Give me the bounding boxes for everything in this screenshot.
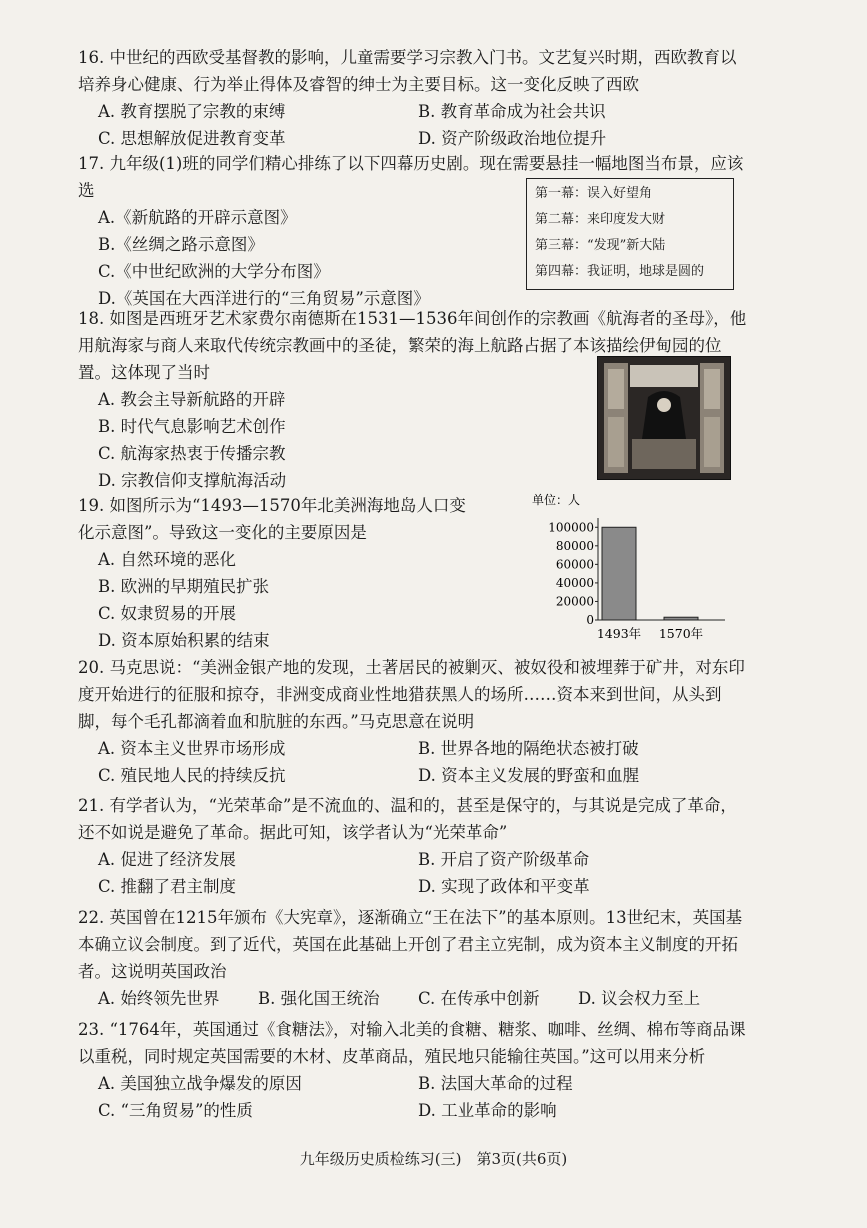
question-21 [78, 792, 748, 900]
option-d[interactable]: D. 工业革命的影响 [418, 1101, 557, 1120]
options [78, 985, 748, 1012]
option-b[interactable]: B. 法国大革命的过程 [418, 1074, 573, 1093]
x-tick-label: 1493年 [596, 626, 642, 641]
play-scenes-box [526, 178, 734, 290]
question-stem: 20. 马克思说：“美洲金银产地的发现，土著居民的被剿灭、被奴役和被埋葬于矿井，对东印度开始进行的征服和掠夺，非洲变成商业性地猎获黑人的场所……资本来到世间，从头到脚，每个毛孔都滴着血和肮脏的东西。”马克思意在说明 [78, 658, 745, 731]
question-stem: 18. 如图是西班牙艺术家费尔南德斯在1531—1536年间创作的宗教画《航海者的圣母》，他用航海家与商人来取代传统宗教画中的圣徒，繁荣的海上航路占据了本该描绘伊甸园的位置。这体现了当时 [78, 309, 747, 382]
option-a[interactable]: A. 教会主导新航路的开辟 [98, 390, 286, 409]
y-tick-label: 40000 [555, 575, 594, 590]
option-d[interactable]: D. 实现了政体和平变革 [418, 877, 590, 896]
option-c[interactable]: C. 思想解放促进教育变革 [98, 129, 286, 148]
question-16 [78, 44, 748, 152]
painting-illustration [598, 357, 730, 479]
option-d[interactable]: D. 宗教信仰支撑航海活动 [98, 471, 287, 490]
question-23 [78, 1016, 748, 1124]
page-footer: 九年级历史质检练习(三) 第3页(共6页) [299, 1150, 568, 1168]
question-stem: 23. “1764年，英国通过《食糖法》，对输入北美的食糖、糖浆、咖啡、丝绸、棉布等商品课以重税，同时规定英国需要的木材、皮革商品，殖民地只能输往英国。”这可以用来分析 [78, 1020, 746, 1066]
options [78, 846, 748, 900]
options [78, 735, 748, 789]
option-b[interactable]: B. 世界各地的隔绝状态被打破 [418, 739, 639, 758]
option-a[interactable]: A. 促进了经济发展 [98, 850, 236, 869]
option-c[interactable]: C. 奴隶贸易的开展 [98, 604, 237, 623]
question-stem: 21. 有学者认为，“光荣革命”是不流血的、温和的，甚至是保守的，与其说是完成了革命，还不如说是避免了革命。据此可知，该学者认为“光荣革命” [78, 796, 737, 842]
question-22 [78, 904, 748, 1012]
option-c[interactable]: C. 航海家热衷于传播宗教 [98, 444, 286, 463]
y-tick-label: 100000 [548, 520, 594, 535]
option-b[interactable]: B. 教育革命成为社会共识 [418, 102, 606, 121]
option-c[interactable]: C. 殖民地人民的持续反抗 [98, 766, 286, 785]
x-tick-label: 1570年 [658, 626, 704, 641]
y-tick-label: 60000 [555, 557, 594, 572]
option-c[interactable]: C. 在传承中创新 [418, 989, 540, 1008]
y-tick-label: 20000 [555, 594, 594, 609]
question-stem: 22. 英国曾在1215年颁布《大宪章》，逐渐确立“王在法下”的基本原则。13世纪末，英国基本确立议会制度。到了近代，英国在此基础上开创了君主立宪制，成为资本主义制度的开拓者。这说明英国政治 [78, 908, 743, 981]
y-tick-label: 80000 [555, 538, 594, 553]
chart-svg [520, 490, 750, 650]
y-tick-label: 0 [586, 613, 594, 627]
painting-image [597, 356, 731, 480]
option-c[interactable]: C. 推翻了君主制度 [98, 877, 237, 896]
bar [602, 527, 636, 620]
option-d[interactable]: D. 资产阶级政治地位提升 [418, 129, 607, 148]
option-b[interactable]: B. 时代气息影响艺术创作 [98, 417, 286, 436]
question-stem: 19. 如图所示为“1493—1570年北美洲海地岛人口变化示意图”。导致这一变化的主要原因是 [78, 496, 466, 542]
y-unit-label: 单位：人 [532, 493, 581, 507]
option-d[interactable]: D. 资本主义发展的野蛮和血腥 [418, 766, 640, 785]
option-d[interactable]: D. 议会权力至上 [578, 989, 701, 1008]
options [78, 1070, 748, 1124]
option-a[interactable]: A. 始终领先世界 [98, 989, 220, 1008]
scene-line: 第三幕：“发现”新大陆 [535, 238, 666, 253]
options [78, 546, 498, 654]
option-a[interactable]: A. 自然环境的恶化 [98, 550, 236, 569]
question-stem: 16. 中世纪的西欧受基督教的影响，儿童需要学习宗教入门书。文艺复兴时期，西欧教育以培养身心健康、行为举止得体及睿智的绅士为主要目标。这一变化反映了西欧 [78, 48, 737, 94]
option-c[interactable]: C.《中世纪欧洲的大学分布图》 [98, 262, 330, 281]
option-b[interactable]: B. 开启了资产阶级革命 [418, 850, 590, 869]
question-stem: 17. 九年级(1)班的同学们精心排练了以下四幕历史剧。现在需要悬挂一幅地图当布景，应该选 [78, 154, 744, 200]
option-a[interactable]: A.《新航路的开辟示意图》 [98, 208, 297, 227]
option-a[interactable]: A. 资本主义世界市场形成 [98, 739, 286, 758]
question-20 [78, 654, 748, 789]
option-b[interactable]: B. 强化国王统治 [258, 989, 380, 1008]
question-19 [78, 492, 498, 654]
option-c[interactable]: C. “三角贸易”的性质 [98, 1101, 253, 1120]
population-chart [520, 490, 750, 650]
scene-line: 第二幕：来印度发大财 [535, 212, 666, 227]
option-a[interactable]: A. 教育摆脱了宗教的束缚 [98, 102, 286, 121]
scene-line: 第四幕：我证明，地球是圆的 [535, 264, 705, 279]
option-b[interactable]: B. 欧洲的早期殖民扩张 [98, 577, 270, 596]
option-d[interactable]: D. 资本原始积累的结束 [98, 631, 270, 650]
option-b[interactable]: B.《丝绸之路示意图》 [98, 235, 264, 254]
scene-line: 第一幕：误入好望角 [535, 186, 653, 201]
option-a[interactable]: A. 美国独立战争爆发的原因 [98, 1074, 302, 1093]
options [78, 98, 748, 152]
option-d[interactable]: D.《英国在大西洋进行的“三角贸易”示意图》 [98, 289, 430, 308]
